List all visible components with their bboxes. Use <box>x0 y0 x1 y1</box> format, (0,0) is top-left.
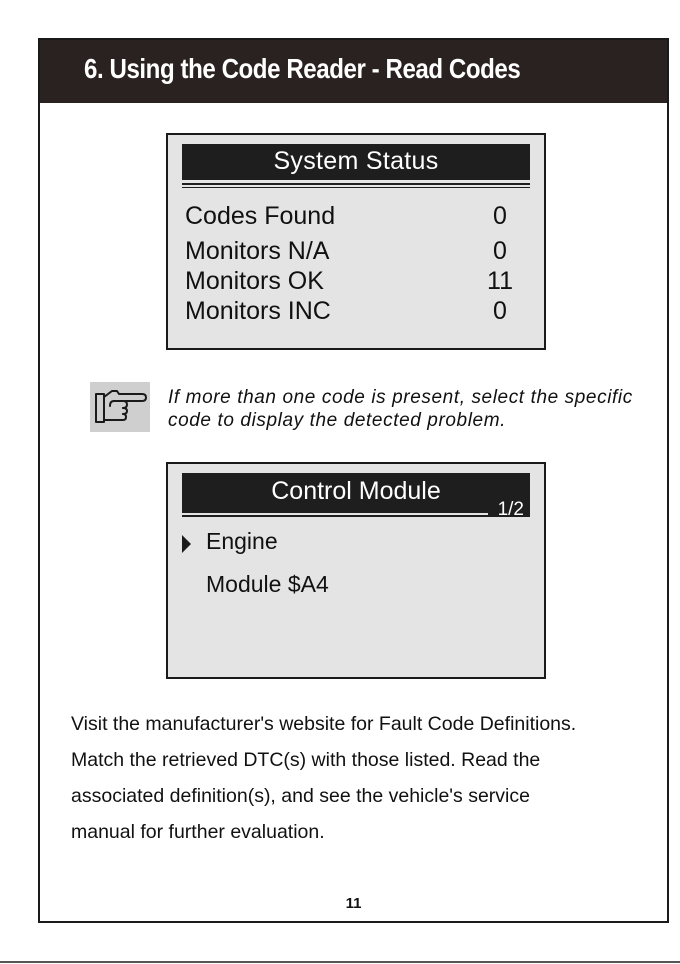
system-status-screen <box>166 133 546 350</box>
status-row-monitors-na <box>185 236 520 266</box>
status-value: 11 <box>487 267 513 295</box>
selection-pointer-icon <box>182 535 191 553</box>
title-underline <box>182 513 488 515</box>
body-line: manual for further evaluation. <box>71 821 325 843</box>
body-line: Match the retrieved DTC(s) with those listed. Read the <box>71 749 541 771</box>
title-underline <box>182 183 530 185</box>
menu-item-module-a4[interactable]: Module $A4 <box>206 571 329 597</box>
page-indicator: 1/2 <box>497 499 524 520</box>
status-row-monitors-ok <box>185 266 520 296</box>
section-header <box>40 40 667 103</box>
title-underline-thin <box>182 187 530 188</box>
page-number: 11 <box>345 895 362 912</box>
status-label: Codes Found <box>185 202 336 230</box>
status-label: Monitors INC <box>185 297 331 325</box>
note-text: If more than one code is present, select the specific code to display the detected problem. <box>168 387 633 431</box>
body-line: associated definition(s), and see the vehicle's service <box>71 785 530 807</box>
status-value: 0 <box>493 237 507 265</box>
status-label: Monitors OK <box>185 267 324 295</box>
page-frame <box>38 38 669 923</box>
status-value: 0 <box>493 297 507 325</box>
status-row-monitors-inc <box>185 296 520 326</box>
status-value: 0 <box>493 202 507 230</box>
status-label: Monitors N/A <box>185 237 330 265</box>
screen-title: System Status <box>182 144 530 180</box>
menu-item-engine[interactable]: Engine <box>206 528 278 554</box>
control-module-screen <box>166 462 546 679</box>
status-row-codes-found <box>185 201 520 231</box>
section-title: 6. Using the Code Reader - Read Codes <box>84 53 521 84</box>
bottom-rule <box>0 961 680 963</box>
body-paragraph <box>71 706 671 850</box>
pointing-hand-icon <box>90 382 150 432</box>
screen-title: Control Module <box>271 477 441 505</box>
body-line: Visit the manufacturer's website for Fault Code Definitions. <box>71 713 577 735</box>
screen-title-bar <box>182 473 530 520</box>
